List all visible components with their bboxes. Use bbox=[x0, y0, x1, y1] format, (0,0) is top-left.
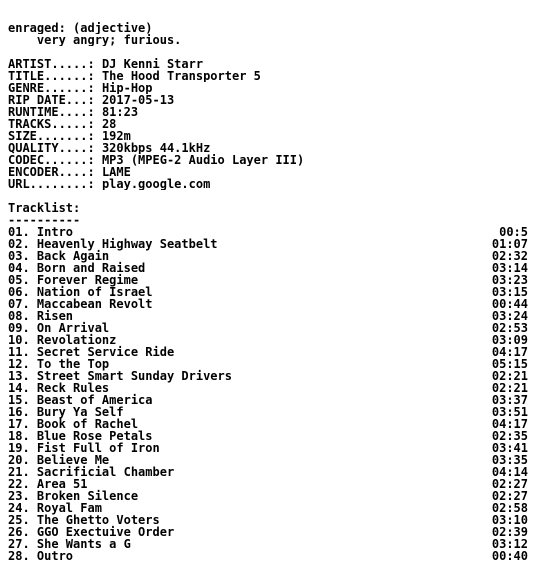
track-time: 02:58 bbox=[491, 501, 528, 515]
track-title: 03. Back Again bbox=[8, 249, 110, 263]
tracklist-underline: ---------- bbox=[8, 214, 81, 226]
track-title: 09. On Arrival bbox=[8, 321, 110, 335]
info-label: QUALITY....: bbox=[8, 142, 95, 154]
track-title: 02. Heavenly Highway Seatbelt bbox=[8, 237, 218, 251]
info-label: URL........: bbox=[8, 178, 95, 190]
track-title: 04. Born and Raised bbox=[8, 261, 146, 275]
track-title: 27. She Wants a G bbox=[8, 537, 131, 551]
info-value: 28 bbox=[101, 118, 117, 130]
track-title: 23. Broken Silence bbox=[8, 489, 139, 503]
track-time: 01:07 bbox=[491, 237, 528, 251]
track-row bbox=[8, 538, 528, 550]
info-label: RUNTIME....: bbox=[8, 106, 95, 118]
info-label: TRACKS.....: bbox=[8, 118, 95, 130]
track-title: 10. Revolationz bbox=[8, 333, 117, 347]
info-line bbox=[8, 70, 528, 82]
track-time: 03:14 bbox=[491, 261, 528, 275]
track-time: 03:24 bbox=[491, 309, 528, 323]
track-title: 25. The Ghetto Voters bbox=[8, 513, 160, 527]
track-time: 04:17 bbox=[491, 417, 528, 431]
track-title: 19. Fist Full of Iron bbox=[8, 441, 160, 455]
track-time: 03:23 bbox=[491, 273, 528, 287]
info-line bbox=[8, 94, 528, 106]
info-line bbox=[8, 58, 528, 70]
info-line bbox=[8, 154, 528, 166]
track-title: 07. Maccabean Revolt bbox=[8, 297, 153, 311]
track-title: 26. GGO Exectuive Order bbox=[8, 525, 175, 539]
info-value: LAME bbox=[101, 166, 131, 178]
track-time: 02:21 bbox=[491, 369, 528, 383]
track-time: 02:32 bbox=[491, 249, 528, 263]
info-value: 192m bbox=[101, 130, 131, 142]
info-value: 2017-05-13 bbox=[101, 94, 175, 106]
track-title: 15. Beast of America bbox=[8, 393, 153, 407]
track-title: 14. Reck Rules bbox=[8, 381, 110, 395]
info-value: play.google.com bbox=[101, 178, 211, 190]
info-label: TITLE......: bbox=[8, 70, 95, 82]
info-line bbox=[8, 118, 528, 130]
info-line bbox=[8, 178, 528, 190]
track-time: 00:40 bbox=[491, 549, 528, 563]
track-time: 02:35 bbox=[491, 429, 528, 443]
track-row bbox=[8, 298, 528, 310]
info-value: MP3 (MPEG-2 Audio Layer III) bbox=[101, 154, 305, 166]
track-time: 02:53 bbox=[491, 321, 528, 335]
track-title: 08. Risen bbox=[8, 309, 74, 323]
track-title: 17. Book of Rachel bbox=[8, 417, 139, 431]
track-time: 03:51 bbox=[491, 405, 528, 419]
track-time: 03:10 bbox=[491, 513, 528, 527]
track-title: 06. Nation of Israel bbox=[8, 285, 153, 299]
info-line bbox=[8, 166, 528, 178]
definition-meaning: very angry; furious. bbox=[8, 34, 182, 46]
track-time: 03:12 bbox=[491, 537, 528, 551]
track-time: 04:17 bbox=[491, 345, 528, 359]
spacer bbox=[8, 46, 528, 58]
track-title: 16. Bury Ya Self bbox=[8, 405, 124, 419]
track-time: 03:35 bbox=[491, 453, 528, 467]
info-line bbox=[8, 142, 528, 154]
track-time: 02:27 bbox=[491, 477, 528, 491]
track-time: 02:21 bbox=[491, 381, 528, 395]
track-time: 03:37 bbox=[491, 393, 528, 407]
release-info-document bbox=[8, 22, 528, 562]
track-title: 24. Royal Fam bbox=[8, 501, 102, 515]
track-time: 03:15 bbox=[491, 285, 528, 299]
info-label: CODEC......: bbox=[8, 154, 95, 166]
track-title: 21. Sacrificial Chamber bbox=[8, 465, 175, 479]
track-title: 05. Forever Regime bbox=[8, 273, 139, 287]
track-time: 02:27 bbox=[491, 489, 528, 503]
info-value: Hip-Hop bbox=[101, 82, 153, 94]
track-title: 13. Street Smart Sunday Drivers bbox=[8, 369, 232, 383]
track-title: 20. Believe Me bbox=[8, 453, 110, 467]
track-time: 00:5 bbox=[499, 225, 528, 239]
track-title: 18. Blue Rose Petals bbox=[8, 429, 153, 443]
track-time: 00:44 bbox=[491, 297, 528, 311]
info-line bbox=[8, 106, 528, 118]
track-title: 12. To the Top bbox=[8, 357, 110, 371]
tracklist-heading: Tracklist: bbox=[8, 202, 81, 214]
spacer bbox=[8, 190, 528, 202]
info-line bbox=[8, 82, 528, 94]
info-label: ARTIST.....: bbox=[8, 58, 95, 70]
info-label: SIZE.......: bbox=[8, 130, 95, 142]
track-time: 03:09 bbox=[491, 333, 528, 347]
info-value: The Hood Transporter 5 bbox=[101, 70, 261, 82]
release-info-block bbox=[8, 58, 528, 190]
info-label: RIP DATE...: bbox=[8, 94, 95, 106]
track-time: 02:39 bbox=[491, 525, 528, 539]
info-value: 320kbps 44.1kHz bbox=[101, 142, 211, 154]
info-value: DJ Kenni Starr bbox=[101, 58, 204, 70]
track-title: 28. Outro bbox=[8, 549, 74, 563]
info-label: GENRE......: bbox=[8, 82, 95, 94]
definition-word: enraged: (adjective) bbox=[8, 22, 153, 34]
track-time: 05:15 bbox=[491, 357, 528, 371]
info-label: ENCODER....: bbox=[8, 166, 95, 178]
track-time: 04:14 bbox=[491, 465, 528, 479]
track-title: 22. Area 51 bbox=[8, 477, 88, 491]
track-title: 11. Secret Service Ride bbox=[8, 345, 175, 359]
info-line bbox=[8, 130, 528, 142]
track-list bbox=[8, 226, 528, 562]
track-title: 01. Intro bbox=[8, 225, 74, 239]
track-time: 03:41 bbox=[491, 441, 528, 455]
info-value: 81:23 bbox=[101, 106, 139, 118]
track-row bbox=[8, 550, 528, 562]
